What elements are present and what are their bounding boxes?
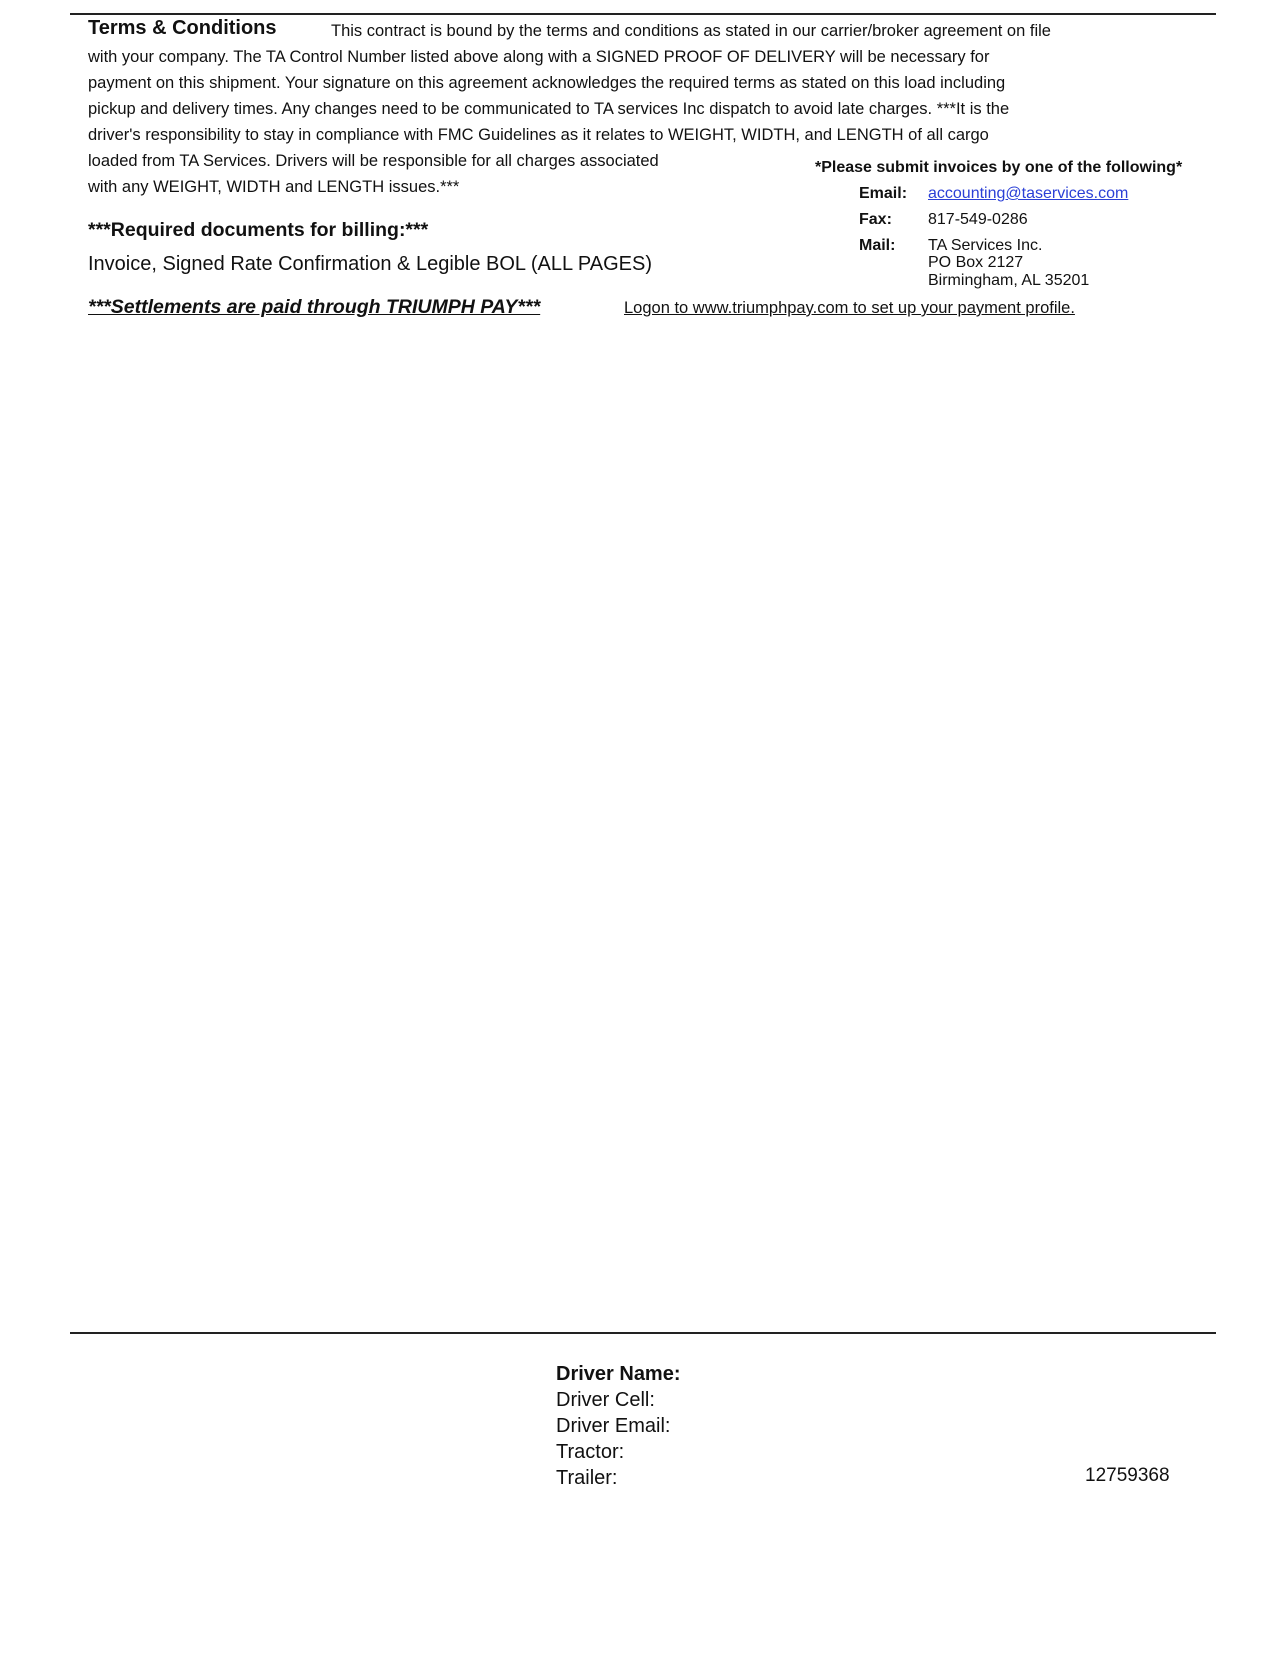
trailer-label: Trailer:: [556, 1467, 618, 1489]
invoice-submission-heading: *Please submit invoices by one of the following*: [815, 159, 1183, 176]
driver-email-label: Driver Email:: [556, 1415, 671, 1437]
control-number: 12759368: [1085, 1465, 1170, 1486]
accounting-email-link[interactable]: accounting@taservices.com: [928, 185, 1129, 202]
settlement-notice: ***Settlements are paid through TRIUMPH PAY***: [88, 296, 541, 318]
fax-number: 817-549-0286: [928, 211, 1028, 228]
bottom-divider: [70, 1332, 1216, 1334]
terms-line-7: with any WEIGHT, WIDTH and LENGTH issues.***: [88, 178, 460, 196]
billing-documents-list: Invoice, Signed Rate Confirmation & Legible BOL (ALL PAGES): [88, 253, 652, 275]
mail-label: Mail:: [859, 237, 896, 254]
terms-line-4: pickup and delivery times. Any changes need to be communicated to TA services Inc dispatch to avoid late charges. ***It is the: [88, 100, 1010, 118]
mail-address-line-3: Birmingham, AL 35201: [928, 272, 1090, 289]
top-divider: [70, 13, 1216, 15]
mail-address-line-1: TA Services Inc.: [928, 237, 1043, 254]
mail-address-line-2: PO Box 2127: [928, 254, 1024, 271]
terms-line-5: driver's responsibility to stay in compliance with FMC Guidelines as it relates to WEIGHT, WIDTH, and LENGTH of all cargo: [88, 126, 989, 144]
terms-line-6: loaded from TA Services. Drivers will be responsible for all charges associated: [88, 152, 659, 170]
terms-line-3: payment on this shipment. Your signature on this agreement acknowledges the required terms as stated on this load including: [88, 74, 1006, 92]
terms-line-2: with your company. The TA Control Number listed above along with a SIGNED PROOF OF DELIVERY will be necessary for: [88, 48, 990, 66]
triumphpay-logon-notice: Logon to www.triumphpay.com to set up your payment profile.: [624, 299, 1075, 317]
fax-label: Fax:: [859, 211, 892, 228]
email-label: Email:: [859, 185, 908, 202]
billing-documents-heading: ***Required documents for billing:***: [88, 219, 429, 241]
driver-cell-label: Driver Cell:: [556, 1389, 655, 1411]
terms-line-1: This contract is bound by the terms and conditions as stated in our carrier/broker agreement on file: [331, 22, 1051, 40]
tractor-label: Tractor:: [556, 1441, 625, 1463]
terms-heading: Terms & Conditions: [88, 17, 277, 39]
driver-name-label: Driver Name:: [556, 1363, 681, 1385]
